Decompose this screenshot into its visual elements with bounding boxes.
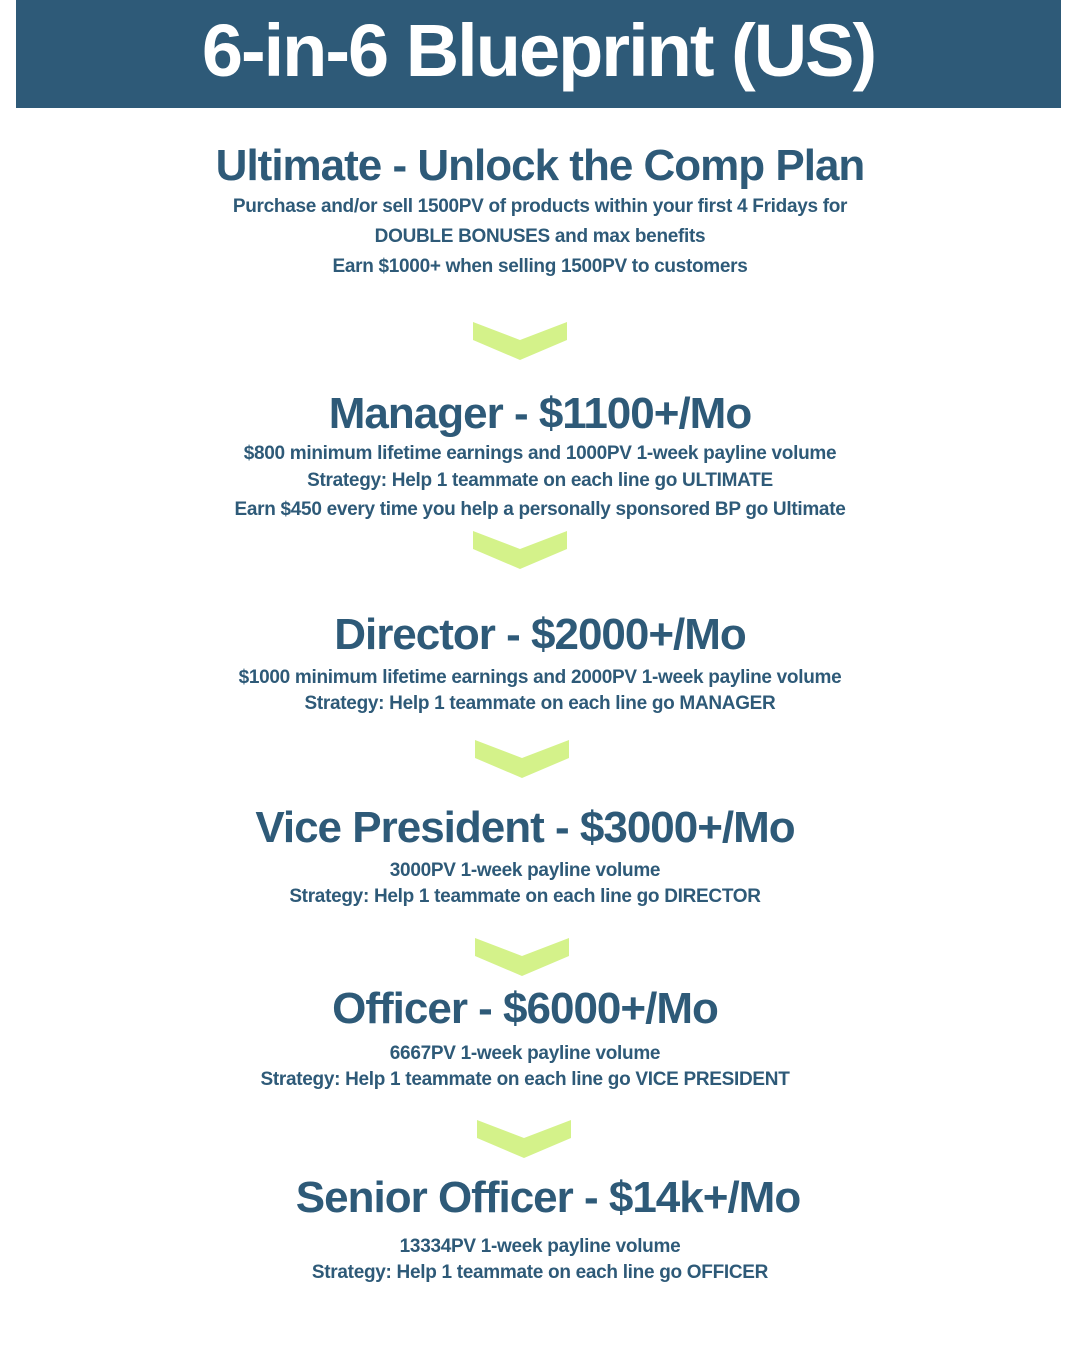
tier-title: Officer - $6000+/Mo [332,984,718,1033]
page-title: 6-in-6 Blueprint (US) [201,9,876,92]
tier-title: Director - $2000+/Mo [334,610,746,659]
chevron-down-icon [473,531,567,569]
chevron-down-icon [477,1120,571,1158]
tier-senior-officer [0,1172,1080,1286]
tier-officer [0,983,1050,1093]
tier-requirement: $1000 minimum lifetime earnings and 2000PV 1-week payline volume [238,667,842,688]
chevron-down-icon [475,938,569,976]
tier-earning: Earn $1000+ when selling 1500PV to customers [332,256,748,277]
tier-title: Ultimate - Unlock the Comp Plan [215,141,865,190]
tier-requirement: DOUBLE BONUSES and max benefits [374,226,706,247]
tier-strategy: Strategy: Help 1 teammate on each line go ULTIMATE [307,470,773,491]
title-banner [16,0,1061,108]
tier-vice-president [0,802,1050,910]
tier-strategy: Strategy: Help 1 teammate on each line go MANAGER [304,693,776,714]
tier-title: Manager - $1100+/Mo [328,389,752,438]
chevron-down-icon [473,322,567,360]
tier-ultimate [0,140,1080,282]
tier-title: Senior Officer - $14k+/Mo [295,1173,801,1222]
tier-requirement: 3000PV 1-week payline volume [389,860,661,881]
tier-director [0,609,1080,717]
tier-strategy: Strategy: Help 1 teammate on each line go VICE PRESIDENT [260,1069,790,1090]
chevron-down-icon [475,740,569,778]
tier-earning: Earn $450 every time you help a personally sponsored BP go Ultimate [234,499,846,520]
tier-manager [0,388,1080,526]
tier-requirement: $800 minimum lifetime earnings and 1000PV 1-week payline volume [243,443,837,464]
tier-requirement: Purchase and/or sell 1500PV of products within your first 4 Fridays for [232,196,848,217]
tier-strategy: Strategy: Help 1 teammate on each line go OFFICER [311,1262,769,1283]
tier-requirement: 13334PV 1-week payline volume [399,1236,681,1257]
tier-strategy: Strategy: Help 1 teammate on each line go DIRECTOR [289,886,761,907]
tier-requirement: 6667PV 1-week payline volume [389,1043,661,1064]
tier-title: Vice President - $3000+/Mo [255,803,795,852]
